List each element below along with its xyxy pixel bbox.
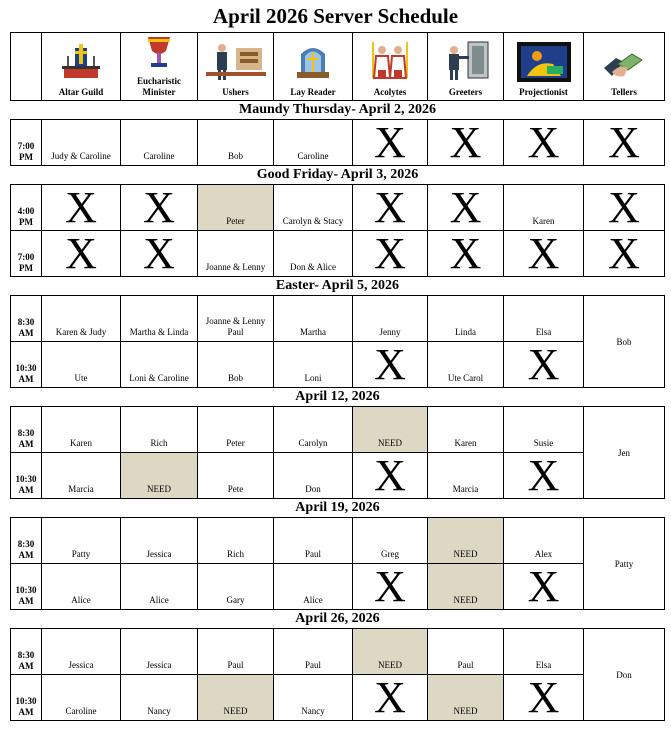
need-cell-greeters: NEED: [428, 518, 504, 564]
schedule-row: [11, 120, 665, 166]
section-header: [11, 499, 665, 518]
section-title: April 26, 2026: [11, 610, 665, 629]
time-part: 8:30: [17, 317, 35, 327]
need-cell-acolytes: NEED: [353, 407, 428, 453]
unavailable-mark-projectionist: X: [504, 231, 584, 277]
assignment-altar: Karen & Judy: [42, 296, 121, 342]
assignment-greeters: Linda: [428, 296, 504, 342]
assignment-lay-reader: Paul: [274, 518, 353, 564]
unavailable-mark-tellers: X: [584, 120, 665, 166]
unavailable-mark-acolytes: X: [353, 120, 428, 166]
unavailable-mark-greeters: X: [428, 185, 504, 231]
assignment-altar: Alice: [42, 564, 121, 610]
time-part: AM: [18, 707, 34, 717]
time-part: 10:30: [15, 585, 37, 595]
header-altar: [42, 33, 121, 101]
assignment-ushers: Peter: [198, 407, 274, 453]
acolytes-icon: [353, 40, 427, 85]
assignment-projectionist: Elsa: [504, 296, 584, 342]
unavailable-mark-greeters: X: [428, 231, 504, 277]
schedule-row: [11, 342, 665, 388]
need-cell-greeters: NEED: [428, 675, 504, 721]
unavailable-mark-projectionist: X: [504, 564, 584, 610]
section-title: Maundy Thursday- April 2, 2026: [11, 101, 665, 120]
unavailable-mark-altar: X: [42, 231, 121, 277]
service-time: [11, 629, 42, 675]
header-tellers: [584, 33, 665, 101]
header-acolytes: [353, 33, 428, 101]
assignment-projectionist: Karen: [504, 185, 584, 231]
section-header: [11, 277, 665, 296]
time-part: AM: [18, 328, 34, 338]
assignment-greeters: Marcia: [428, 453, 504, 499]
assignment-chalice: Rich: [121, 407, 198, 453]
unavailable-mark-acolytes: X: [353, 231, 428, 277]
time-part: PM: [19, 152, 33, 162]
unavailable-mark-chalice: X: [121, 185, 198, 231]
unavailable-mark-acolytes: X: [353, 342, 428, 388]
assignment-chalice: Martha & Linda: [121, 296, 198, 342]
service-time: [11, 564, 42, 610]
assignment-altar: Caroline: [42, 675, 121, 721]
header-chalice: [121, 33, 198, 101]
assignment-chalice: Jessica: [121, 518, 198, 564]
header-time-corner: [11, 33, 42, 101]
section-title: April 12, 2026: [11, 388, 665, 407]
time-part: 8:30: [17, 539, 35, 549]
assignment-chalice: Jessica: [121, 629, 198, 675]
assignment-chalice: Loni & Caroline: [121, 342, 198, 388]
unavailable-mark-chalice: X: [121, 231, 198, 277]
header-label: Lay Reader: [290, 87, 336, 97]
unavailable-mark-altar: X: [42, 185, 121, 231]
assignment-tellers: Jen: [584, 407, 665, 499]
assignment-chalice: Caroline: [121, 120, 198, 166]
section-header: [11, 610, 665, 629]
lay-reader-icon: [274, 42, 352, 85]
assignment-altar: Karen: [42, 407, 121, 453]
time-part: 8:30: [17, 428, 35, 438]
time-part: AM: [18, 661, 34, 671]
service-time: [11, 185, 42, 231]
assignment-lay-reader: Carolyn: [274, 407, 353, 453]
assignment-ushers: Pete: [198, 453, 274, 499]
unavailable-mark-acolytes: X: [353, 185, 428, 231]
unavailable-mark-acolytes: X: [353, 453, 428, 499]
assignment-altar: Jessica: [42, 629, 121, 675]
unavailable-mark-projectionist: X: [504, 675, 584, 721]
assignment-altar: Marcia: [42, 453, 121, 499]
time-part: 10:30: [15, 474, 37, 484]
schedule-row: [11, 518, 665, 564]
service-time: [11, 407, 42, 453]
assignment-lay-reader: Martha: [274, 296, 353, 342]
ushers-icon: [198, 42, 273, 85]
time-part: AM: [18, 374, 34, 384]
assignment-ushers: Peter: [198, 185, 274, 231]
altar-icon: [42, 42, 120, 85]
assignment-greeters: Paul: [428, 629, 504, 675]
need-cell-acolytes: NEED: [353, 629, 428, 675]
unavailable-mark-acolytes: X: [353, 675, 428, 721]
assignment-ushers: Joanne & Lenny: [198, 231, 274, 277]
assignment-lay-reader: Paul: [274, 629, 353, 675]
header-label: Tellers: [611, 87, 637, 97]
assignment-greeters: Ute Carol: [428, 342, 504, 388]
assignment-acolytes: Greg: [353, 518, 428, 564]
section-title: Easter- April 5, 2026: [11, 277, 665, 296]
service-time: [11, 120, 42, 166]
section-header: [11, 388, 665, 407]
time-part: 8:30: [17, 650, 35, 660]
schedule-row: [11, 407, 665, 453]
unavailable-mark-tellers: X: [584, 185, 665, 231]
tellers-icon: [584, 48, 664, 85]
schedule-row: [11, 185, 665, 231]
section-title: April 19, 2026: [11, 499, 665, 518]
assignment-ushers: Paul: [198, 629, 274, 675]
assignment-tellers: Bob: [584, 296, 665, 388]
assignment-projectionist: Alex: [504, 518, 584, 564]
assignment-ushers: Rich: [198, 518, 274, 564]
need-cell-ushers: NEED: [198, 675, 274, 721]
assignment-lay-reader: Don & Alice: [274, 231, 353, 277]
header-label: Minister: [142, 87, 176, 97]
schedule-row: [11, 231, 665, 277]
section-title: Good Friday- April 3, 2026: [11, 166, 665, 185]
header-label: Acolytes: [373, 87, 407, 97]
assignment-ushers: Joanne & Lenny Paul: [198, 296, 274, 342]
header-label: Eucharistic: [137, 76, 181, 86]
service-time: [11, 231, 42, 277]
chalice-icon: [121, 33, 197, 74]
time-part: AM: [18, 485, 34, 495]
projectionist-icon: [504, 42, 583, 85]
service-time: [11, 675, 42, 721]
header-greeters: [428, 33, 504, 101]
need-cell-chalice: NEED: [121, 453, 198, 499]
header-lay-reader: [274, 33, 353, 101]
time-part: AM: [18, 439, 34, 449]
schedule-row: [11, 453, 665, 499]
unavailable-mark-tellers: X: [584, 231, 665, 277]
assignment-ushers: Bob: [198, 342, 274, 388]
time-part: AM: [18, 550, 34, 560]
time-part: 10:30: [15, 696, 37, 706]
section-header: [11, 166, 665, 185]
assignment-tellers: Don: [584, 629, 665, 721]
unavailable-mark-acolytes: X: [353, 564, 428, 610]
time-part: 7:00: [17, 252, 35, 262]
time-part: 7:00: [17, 141, 35, 151]
time-part: PM: [19, 263, 33, 273]
page-title: April 2026 Server Schedule: [212, 4, 459, 28]
assignment-chalice: Nancy: [121, 675, 198, 721]
header-ushers: [198, 33, 274, 101]
need-cell-greeters: NEED: [428, 564, 504, 610]
header-projectionist: [504, 33, 584, 101]
service-time: [11, 453, 42, 499]
assignment-tellers: Patty: [584, 518, 665, 610]
header-label: Altar Guild: [58, 87, 104, 97]
assignment-chalice: Alice: [121, 564, 198, 610]
time-part: PM: [19, 217, 33, 227]
assignment-greeters: Karen: [428, 407, 504, 453]
schedule-row: [11, 629, 665, 675]
time-part: 10:30: [15, 363, 37, 373]
service-time: [11, 296, 42, 342]
assignment-lay-reader: Nancy: [274, 675, 353, 721]
schedule-table: [10, 32, 665, 721]
header-row: [11, 33, 665, 101]
schedule-body: [11, 33, 665, 721]
greeters-icon: [428, 40, 503, 85]
time-part: 4:00: [17, 206, 35, 216]
assignment-lay-reader: Carolyn & Stacy: [274, 185, 353, 231]
assignment-ushers: Bob: [198, 120, 274, 166]
assignment-altar: Ute: [42, 342, 121, 388]
section-header: [11, 101, 665, 120]
schedule-row: [11, 675, 665, 721]
time-part: AM: [18, 596, 34, 606]
unavailable-mark-projectionist: X: [504, 120, 584, 166]
header-label: Greeters: [448, 87, 483, 97]
schedule-row: [11, 564, 665, 610]
header-label: Ushers: [222, 87, 249, 97]
schedule-row: [11, 296, 665, 342]
unavailable-mark-greeters: X: [428, 120, 504, 166]
header-label: Projectionist: [519, 87, 568, 97]
assignment-lay-reader: Caroline: [274, 120, 353, 166]
assignment-ushers: Gary: [198, 564, 274, 610]
assignment-altar: Judy & Caroline: [42, 120, 121, 166]
service-time: [11, 518, 42, 564]
service-time: [11, 342, 42, 388]
assignment-altar: Patty: [42, 518, 121, 564]
unavailable-mark-projectionist: X: [504, 342, 584, 388]
assignment-lay-reader: Loni: [274, 342, 353, 388]
assignment-projectionist: Elsa: [504, 629, 584, 675]
assignment-acolytes: Jenny: [353, 296, 428, 342]
assignment-lay-reader: Alice: [274, 564, 353, 610]
assignment-projectionist: Susie: [504, 407, 584, 453]
assignment-lay-reader: Don: [274, 453, 353, 499]
unavailable-mark-projectionist: X: [504, 453, 584, 499]
